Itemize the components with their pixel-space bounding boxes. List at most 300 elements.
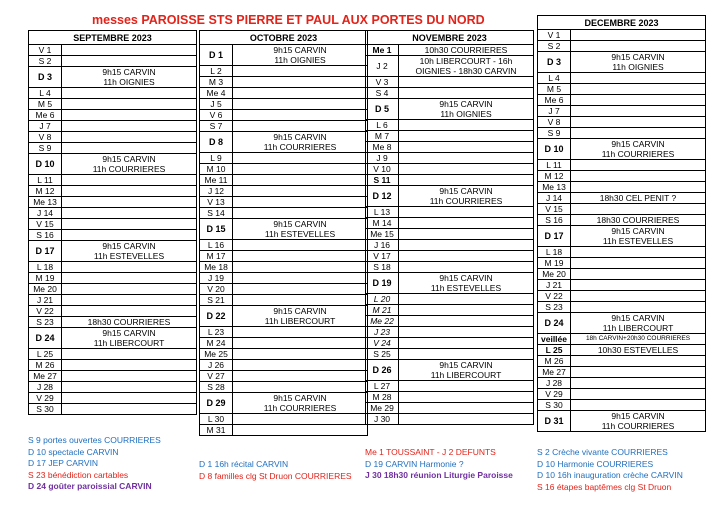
day-row <box>538 356 706 367</box>
day-label: M 17 <box>200 251 233 262</box>
mass-time <box>62 99 197 110</box>
day-label: M 3 <box>200 77 233 88</box>
mass-time <box>62 175 197 186</box>
day-row <box>538 291 706 302</box>
day-label: J 7 <box>29 121 62 132</box>
mass-time: 9h15 CARVIN <box>399 186 534 197</box>
day-label: S 2 <box>29 56 62 67</box>
mass-time: 9h15 CARVIN <box>571 139 706 150</box>
day-row <box>200 251 368 262</box>
mass-time <box>62 143 197 154</box>
day-label: S 11 <box>366 175 399 186</box>
day-label: J 26 <box>200 360 233 371</box>
mass-time <box>62 284 197 295</box>
mass-time: 11h LIBERCOURT <box>399 370 534 381</box>
day-row <box>200 240 368 251</box>
mass-time <box>233 284 368 295</box>
day-label: Me 20 <box>538 269 571 280</box>
day-row <box>538 334 706 345</box>
mass-time <box>571 280 706 291</box>
mass-time <box>571 182 706 193</box>
day-label: Me 27 <box>538 367 571 378</box>
mass-time: 11h COURRIERES <box>399 196 534 207</box>
day-row <box>366 153 534 164</box>
mass-time <box>571 400 706 411</box>
day-row <box>538 411 706 422</box>
mass-time <box>62 360 197 371</box>
event-note: D 19 CARVIN Harmonie ? <box>365 458 464 469</box>
day-label: Me 18 <box>200 262 233 273</box>
day-label: V 3 <box>366 77 399 88</box>
event-note: Me 1 TOUSSAINT - J 2 DEFUNTS <box>365 447 496 457</box>
month-header: OCTOBRE 2023 <box>200 31 368 45</box>
day-row <box>29 121 197 132</box>
day-label: J 5 <box>200 99 233 110</box>
mass-time: 11h LIBERCOURT <box>62 338 197 349</box>
mass-time: 10h30 ESTEVELLES <box>571 345 706 356</box>
day-label: J 23 <box>366 327 399 338</box>
mass-time <box>233 425 368 436</box>
day-label: L 18 <box>29 262 62 273</box>
day-label: Me 13 <box>538 182 571 193</box>
day-row <box>538 30 706 41</box>
day-row <box>366 381 534 392</box>
mass-time <box>62 121 197 132</box>
day-label: J 14 <box>29 208 62 219</box>
day-label: D 15 <box>200 219 233 240</box>
day-row <box>538 139 706 150</box>
day-row <box>200 99 368 110</box>
day-label: J 9 <box>366 153 399 164</box>
day-row <box>366 45 534 56</box>
day-label: D 17 <box>538 226 571 247</box>
day-label: D 17 <box>29 241 62 262</box>
day-row <box>200 262 368 273</box>
day-label: D 31 <box>538 411 571 432</box>
day-label: S 9 <box>538 128 571 139</box>
day-row <box>200 208 368 219</box>
event-note: D 8 familles clg St Druon COURRIERES <box>199 470 352 481</box>
mass-time <box>571 41 706 52</box>
mass-time <box>62 219 197 230</box>
mass-time <box>399 120 534 131</box>
day-label: D 8 <box>200 132 233 153</box>
day-row <box>366 207 534 218</box>
day-label: S 18 <box>366 262 399 273</box>
mass-time: 11h COURRIERES <box>571 149 706 160</box>
day-row <box>29 45 197 56</box>
day-row <box>366 99 534 110</box>
mass-time <box>233 262 368 273</box>
day-row <box>538 117 706 128</box>
notes-dec <box>537 447 683 493</box>
day-label: Me 11 <box>200 175 233 186</box>
mass-time: 11h COURRIERES <box>571 421 706 432</box>
day-row <box>29 154 197 165</box>
mass-time <box>62 230 197 241</box>
day-row <box>200 219 368 230</box>
day-row <box>538 193 706 204</box>
day-row <box>538 52 706 63</box>
day-label: J 16 <box>366 240 399 251</box>
day-label: V 10 <box>366 164 399 175</box>
mass-time <box>399 262 534 273</box>
mass-time <box>233 99 368 110</box>
day-row <box>29 67 197 78</box>
mass-time <box>233 251 368 262</box>
day-row <box>29 230 197 241</box>
day-row <box>538 389 706 400</box>
day-row <box>200 197 368 208</box>
day-row <box>366 218 534 229</box>
mass-time: 9h15 CARVIN <box>62 241 197 252</box>
day-row <box>366 316 534 327</box>
mass-time <box>233 186 368 197</box>
day-row <box>200 393 368 404</box>
day-row <box>366 88 534 99</box>
mass-time <box>399 414 534 425</box>
day-label: S 14 <box>200 208 233 219</box>
day-label: veillée <box>538 334 571 345</box>
mass-time <box>571 269 706 280</box>
day-row <box>538 378 706 389</box>
mass-time: 9h15 CARVIN <box>233 306 368 317</box>
day-label: D 26 <box>366 360 399 381</box>
event-note: S 16 étapes baptêmes clg St Druon <box>537 481 672 492</box>
day-row <box>29 197 197 208</box>
mass-time: 9h15 CARVIN <box>571 411 706 422</box>
mass-time <box>399 294 534 305</box>
mass-time: 11h COURRIERES <box>233 142 368 153</box>
mass-time <box>399 88 534 99</box>
day-label: S 28 <box>200 382 233 393</box>
day-row <box>366 131 534 142</box>
mass-time <box>399 153 534 164</box>
day-label: V 22 <box>29 306 62 317</box>
day-row <box>200 284 368 295</box>
mass-time <box>399 305 534 316</box>
day-label: L 30 <box>200 414 233 425</box>
day-label: L 6 <box>366 120 399 131</box>
mass-time: 18h30 COURRIERES <box>62 317 197 328</box>
day-row <box>366 229 534 240</box>
mass-time: 9h15 CARVIN <box>62 154 197 165</box>
mass-time <box>571 389 706 400</box>
day-row <box>200 306 368 317</box>
day-label: S 4 <box>366 88 399 99</box>
mass-time: 18h30 COURRIERES <box>571 215 706 226</box>
mass-time <box>233 360 368 371</box>
day-label: L 23 <box>200 327 233 338</box>
mass-time <box>233 175 368 186</box>
mass-time: 18h CARVIN+20h30 COURRIERES <box>571 334 706 345</box>
day-label: S 16 <box>538 215 571 226</box>
day-label: S 30 <box>538 400 571 411</box>
day-row <box>538 41 706 52</box>
day-label: M 7 <box>366 131 399 142</box>
day-label: V 29 <box>29 393 62 404</box>
mass-time: 9h15 CARVIN <box>233 45 368 56</box>
mass-time <box>62 262 197 273</box>
mass-time <box>233 77 368 88</box>
day-row <box>366 240 534 251</box>
day-label: V 24 <box>366 338 399 349</box>
day-row <box>366 77 534 88</box>
day-row <box>29 382 197 393</box>
mass-time <box>233 295 368 306</box>
mass-time: 9h15 CARVIN <box>62 328 197 339</box>
day-row <box>200 295 368 306</box>
mass-time: 9h15 CARVIN <box>233 132 368 143</box>
mass-time: 11h ESTEVELLES <box>233 229 368 240</box>
day-label: J 21 <box>538 280 571 291</box>
mass-time <box>233 349 368 360</box>
day-label: M 19 <box>29 273 62 284</box>
mass-time <box>62 382 197 393</box>
day-label: J 19 <box>200 273 233 284</box>
mass-time: 9h15 CARVIN <box>399 99 534 110</box>
day-label: S 23 <box>29 317 62 328</box>
day-row <box>29 295 197 306</box>
day-label: M 19 <box>538 258 571 269</box>
day-label: L 9 <box>200 153 233 164</box>
day-label: Me 6 <box>29 110 62 121</box>
mass-time: 18h30 CEL PENIT ? <box>571 193 706 204</box>
day-row <box>200 164 368 175</box>
mass-time <box>571 95 706 106</box>
mass-time <box>571 356 706 367</box>
day-label: M 14 <box>366 218 399 229</box>
day-label: Me 15 <box>366 229 399 240</box>
event-note: D 17 JEP CARVIN <box>28 458 99 469</box>
day-label: S 21 <box>200 295 233 306</box>
day-row <box>200 414 368 425</box>
day-label: V 8 <box>538 117 571 128</box>
day-row <box>29 175 197 186</box>
day-row <box>200 425 368 436</box>
mass-time <box>233 197 368 208</box>
event-note: D 10 Harmonie COURRIERES <box>537 458 654 469</box>
day-row <box>29 132 197 143</box>
mass-time <box>233 382 368 393</box>
month-header: DECEMBRE 2023 <box>538 16 706 30</box>
day-row <box>538 160 706 171</box>
day-label: M 26 <box>538 356 571 367</box>
day-label: S 30 <box>29 404 62 415</box>
day-label: L 27 <box>366 381 399 392</box>
day-label: Me 13 <box>29 197 62 208</box>
mass-time <box>62 132 197 143</box>
mass-time <box>571 117 706 128</box>
day-row <box>366 164 534 175</box>
day-label: V 27 <box>200 371 233 382</box>
mass-time <box>62 208 197 219</box>
day-label: D 1 <box>200 45 233 66</box>
day-row <box>29 284 197 295</box>
mass-time <box>399 403 534 414</box>
day-label: M 12 <box>538 171 571 182</box>
mass-time: 11h OIGNIES <box>399 109 534 120</box>
day-row <box>538 269 706 280</box>
mass-time <box>62 197 197 208</box>
day-row <box>29 273 197 284</box>
mass-time <box>399 338 534 349</box>
event-note: S 2 Crèche vivante COURRIERES <box>537 447 668 457</box>
mass-time <box>62 371 197 382</box>
day-label: D 10 <box>29 154 62 175</box>
mass-time: 9h15 CARVIN <box>571 313 706 324</box>
mass-time <box>571 128 706 139</box>
mass-time <box>233 371 368 382</box>
mass-time <box>233 414 368 425</box>
day-label: D 3 <box>538 52 571 73</box>
day-row <box>366 273 534 284</box>
mass-time <box>399 392 534 403</box>
day-row <box>29 143 197 154</box>
day-label: V 20 <box>200 284 233 295</box>
mass-time <box>233 273 368 284</box>
mass-time <box>62 273 197 284</box>
day-label: J 12 <box>200 186 233 197</box>
day-label: L 4 <box>29 88 62 99</box>
day-label: Me 4 <box>200 88 233 99</box>
day-label: M 10 <box>200 164 233 175</box>
day-row <box>200 132 368 143</box>
day-label: J 28 <box>29 382 62 393</box>
mass-time: 11h OIGNIES <box>571 62 706 73</box>
day-label: V 15 <box>29 219 62 230</box>
day-row <box>29 241 197 252</box>
day-label: D 29 <box>200 393 233 414</box>
day-row <box>200 121 368 132</box>
mass-time: 10h30 COURRIERES <box>399 45 534 56</box>
mass-time <box>571 171 706 182</box>
day-label: J 7 <box>538 106 571 117</box>
day-row <box>29 393 197 404</box>
day-row <box>200 349 368 360</box>
event-note: S 9 portes ouvertes COURRIERES <box>28 435 161 445</box>
mass-time <box>399 218 534 229</box>
day-row <box>200 382 368 393</box>
mass-time <box>233 88 368 99</box>
day-row <box>366 338 534 349</box>
day-label: Me 8 <box>366 142 399 153</box>
day-label: D 10 <box>538 139 571 160</box>
day-row <box>29 186 197 197</box>
mass-time: 9h15 CARVIN <box>571 226 706 237</box>
day-label: V 15 <box>538 204 571 215</box>
day-row <box>29 110 197 121</box>
day-row <box>200 110 368 121</box>
day-label: M 28 <box>366 392 399 403</box>
notes-nov <box>365 447 513 482</box>
mass-time <box>233 121 368 132</box>
day-label: S 7 <box>200 121 233 132</box>
day-row <box>366 175 534 186</box>
day-label: V 29 <box>538 389 571 400</box>
mass-time: 11h COURRIERES <box>62 164 197 175</box>
day-label: M 5 <box>29 99 62 110</box>
mass-time <box>62 110 197 121</box>
mass-time: 9h15 CARVIN <box>399 360 534 371</box>
day-row <box>200 327 368 338</box>
mass-time <box>399 251 534 262</box>
day-label: S 23 <box>538 302 571 313</box>
mass-time <box>571 30 706 41</box>
day-label: S 16 <box>29 230 62 241</box>
day-label: D 3 <box>29 67 62 88</box>
day-label: J 28 <box>538 378 571 389</box>
mass-time <box>571 302 706 313</box>
mass-time: 9h15 CARVIN <box>62 67 197 78</box>
day-label: V 13 <box>200 197 233 208</box>
day-label: Me 22 <box>366 316 399 327</box>
mass-time <box>233 338 368 349</box>
day-row <box>538 204 706 215</box>
mass-time <box>571 378 706 389</box>
mass-time <box>399 381 534 392</box>
day-row <box>200 360 368 371</box>
day-label: Me 29 <box>366 403 399 414</box>
mass-time <box>571 84 706 95</box>
day-row <box>200 66 368 77</box>
mass-time <box>399 142 534 153</box>
day-row <box>538 128 706 139</box>
day-label: J 2 <box>366 56 399 77</box>
calendar-oct <box>199 30 368 436</box>
mass-time <box>399 207 534 218</box>
day-row <box>538 367 706 378</box>
day-label: M 26 <box>29 360 62 371</box>
day-label: M 31 <box>200 425 233 436</box>
day-row <box>200 186 368 197</box>
event-note: J 30 18h30 réunion Liturgie Paroisse <box>365 470 513 481</box>
mass-time <box>571 367 706 378</box>
day-row <box>200 273 368 284</box>
day-label: M 24 <box>200 338 233 349</box>
day-row <box>366 403 534 414</box>
month-header: SEPTEMBRE 2023 <box>29 31 197 45</box>
day-label: V 8 <box>29 132 62 143</box>
mass-time <box>399 131 534 142</box>
mass-time <box>62 306 197 317</box>
day-label: Me 25 <box>200 349 233 360</box>
calendar-dec <box>537 15 706 432</box>
day-row <box>538 400 706 411</box>
mass-time <box>62 349 197 360</box>
day-label: L 11 <box>29 175 62 186</box>
day-row <box>538 95 706 106</box>
mass-time <box>233 208 368 219</box>
day-row <box>29 56 197 67</box>
day-label: J 21 <box>29 295 62 306</box>
mass-time <box>233 327 368 338</box>
day-row <box>366 120 534 131</box>
mass-time <box>571 247 706 258</box>
day-row <box>29 317 197 328</box>
mass-time <box>62 45 197 56</box>
day-row <box>29 88 197 99</box>
day-label: S 25 <box>366 349 399 360</box>
mass-time <box>233 153 368 164</box>
day-label: J 30 <box>366 414 399 425</box>
day-row <box>538 73 706 84</box>
event-note: D 10 spectacle CARVIN <box>28 446 119 457</box>
day-row <box>29 219 197 230</box>
day-row <box>366 360 534 371</box>
day-label: L 25 <box>29 349 62 360</box>
day-label: D 24 <box>29 328 62 349</box>
